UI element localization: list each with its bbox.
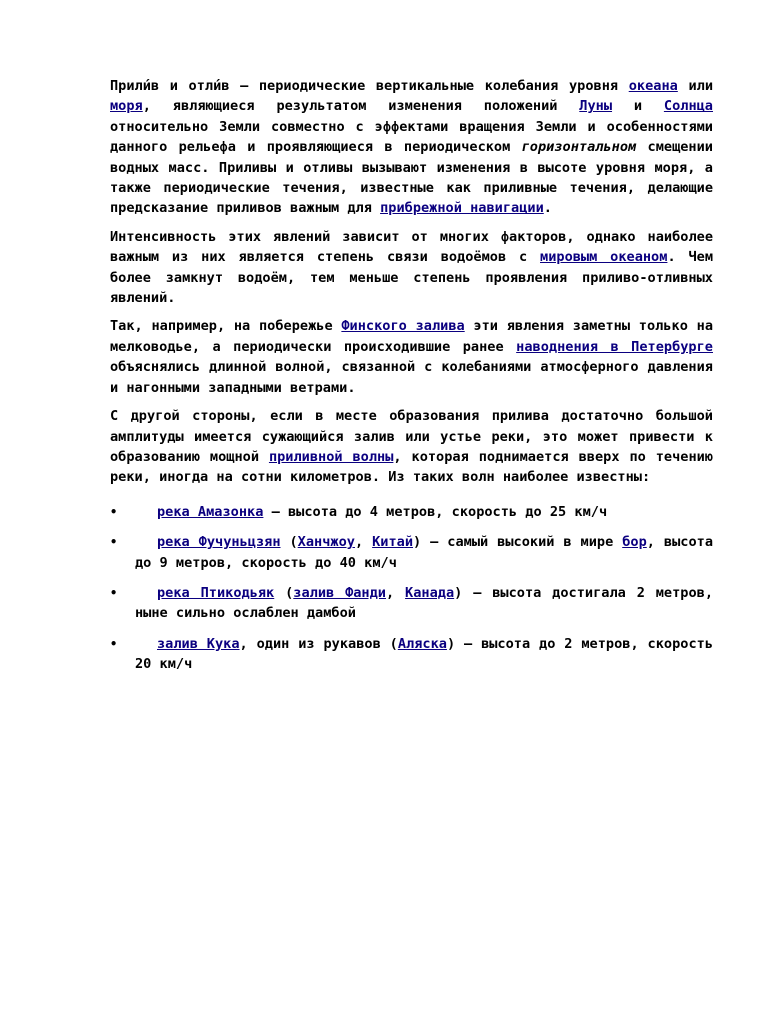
link-alaska[interactable]: Аляска [397, 635, 447, 652]
text: , [386, 584, 406, 601]
text: Интенсивность этих явлений зависит от многих факторов, однако наиболее важным из них является степень связи водоёмов с [110, 228, 713, 266]
list-item-text [135, 532, 713, 573]
text: относительно Земли совместно с эффектами вращения Земли и особенностями данного рельефа и проявляющиеся в периодическом [110, 118, 713, 156]
text: или [677, 78, 713, 94]
text: ) — высота достигала 2 метров, ныне сильно ослаблен дамбой [135, 584, 714, 622]
paragraph-intensity [110, 227, 713, 309]
paragraph-tidal-bore [110, 406, 713, 488]
list-item-text [135, 634, 713, 675]
link-fuchunjiang-river[interactable]: река Фучуньцзян [157, 534, 281, 551]
link-china[interactable]: Китай [372, 534, 414, 551]
text: ( [280, 534, 298, 551]
link-gulf-of-finland[interactable]: Финского залива [341, 318, 465, 335]
text: . Чем более замкнут водоём, тем меньше степень проявления приливо-отливных явлений. [110, 249, 714, 307]
text: , высота до 9 метров, скорость до 40 км/ч [135, 534, 713, 571]
list-item [110, 502, 713, 522]
paragraph-intro [110, 76, 713, 219]
text: С другой стороны, если в месте образования прилива достаточно большой амплитуды имеется сужающийся залив или устье реки, это может привести к образованию мощной [110, 408, 713, 465]
text: Прили́в и отли́в — периодические вертикальные колебания уровня [110, 78, 629, 94]
list-item-text [135, 502, 713, 522]
bullet-icon: • [110, 585, 118, 600]
paragraph-finnish-gulf [110, 316, 713, 398]
link-sun[interactable]: Солнца [663, 98, 713, 115]
link-canada[interactable]: Канада [405, 584, 455, 601]
link-cook-inlet[interactable]: залив Кука [157, 635, 240, 652]
text: — высота до 4 метров, скорость до 25 км/ч [263, 503, 608, 520]
link-bay-of-fundy[interactable]: залив Фанди [293, 584, 386, 601]
list-item [110, 583, 713, 624]
text: смещении водных масс. Приливы и отливы вызывают изменения в высоте уровня моря, а также периодические течения, известные как приливные течения, делающие предсказание приливов важным для [110, 139, 713, 217]
tidal-bore-list [110, 502, 713, 675]
text: эти явления заметны только на мелководье, а периодически происходившие ранее [110, 318, 714, 355]
link-bore[interactable]: бор [622, 534, 647, 551]
link-hangzhou[interactable]: Ханчжоу [297, 534, 355, 551]
link-petitcodiac-river[interactable]: река Птикодьяк [157, 584, 275, 601]
bullet-icon: • [110, 504, 118, 519]
text: и [612, 98, 664, 115]
text: ( [274, 584, 294, 601]
link-moon[interactable]: Луны [579, 98, 613, 115]
link-amazon-river[interactable]: река Амазонка [157, 503, 264, 520]
text: Так, например, на побережье [110, 318, 342, 335]
text: . [543, 200, 552, 217]
text: , являющиеся результатом изменения положений [142, 98, 580, 115]
list-item [110, 634, 713, 675]
document-page [110, 76, 713, 685]
text: объяснялись длинной волной, связанной с колебаниями атмосферного давления и нагонными западными ветрами. [110, 359, 713, 396]
emphasis-horizontal: горизонтальном [521, 139, 637, 156]
link-tidal-wave[interactable]: приливной волны [268, 448, 394, 465]
link-ocean[interactable]: океана [628, 78, 678, 94]
link-world-ocean[interactable]: мировым океаном [540, 249, 668, 266]
text: , один из рукавов ( [239, 635, 398, 652]
bullet-icon: • [110, 535, 118, 550]
text: , которая поднимается вверх по течению реки, иногда на сотни километров. Из таких волн наиболее известны: [110, 448, 714, 486]
link-sea[interactable]: моря [110, 98, 143, 115]
text: ) — высота до 2 метров, скорость 20 км/ч [135, 635, 713, 673]
text: , [354, 534, 373, 551]
link-petersburg-floods[interactable]: наводнения в Петербурге [516, 338, 713, 355]
link-coastal-navigation[interactable]: прибрежной навигации [380, 200, 544, 217]
text: ) — самый высокий в мире [413, 534, 623, 551]
list-item [110, 532, 713, 573]
bullet-icon: • [110, 636, 118, 651]
list-item-text [135, 583, 713, 624]
